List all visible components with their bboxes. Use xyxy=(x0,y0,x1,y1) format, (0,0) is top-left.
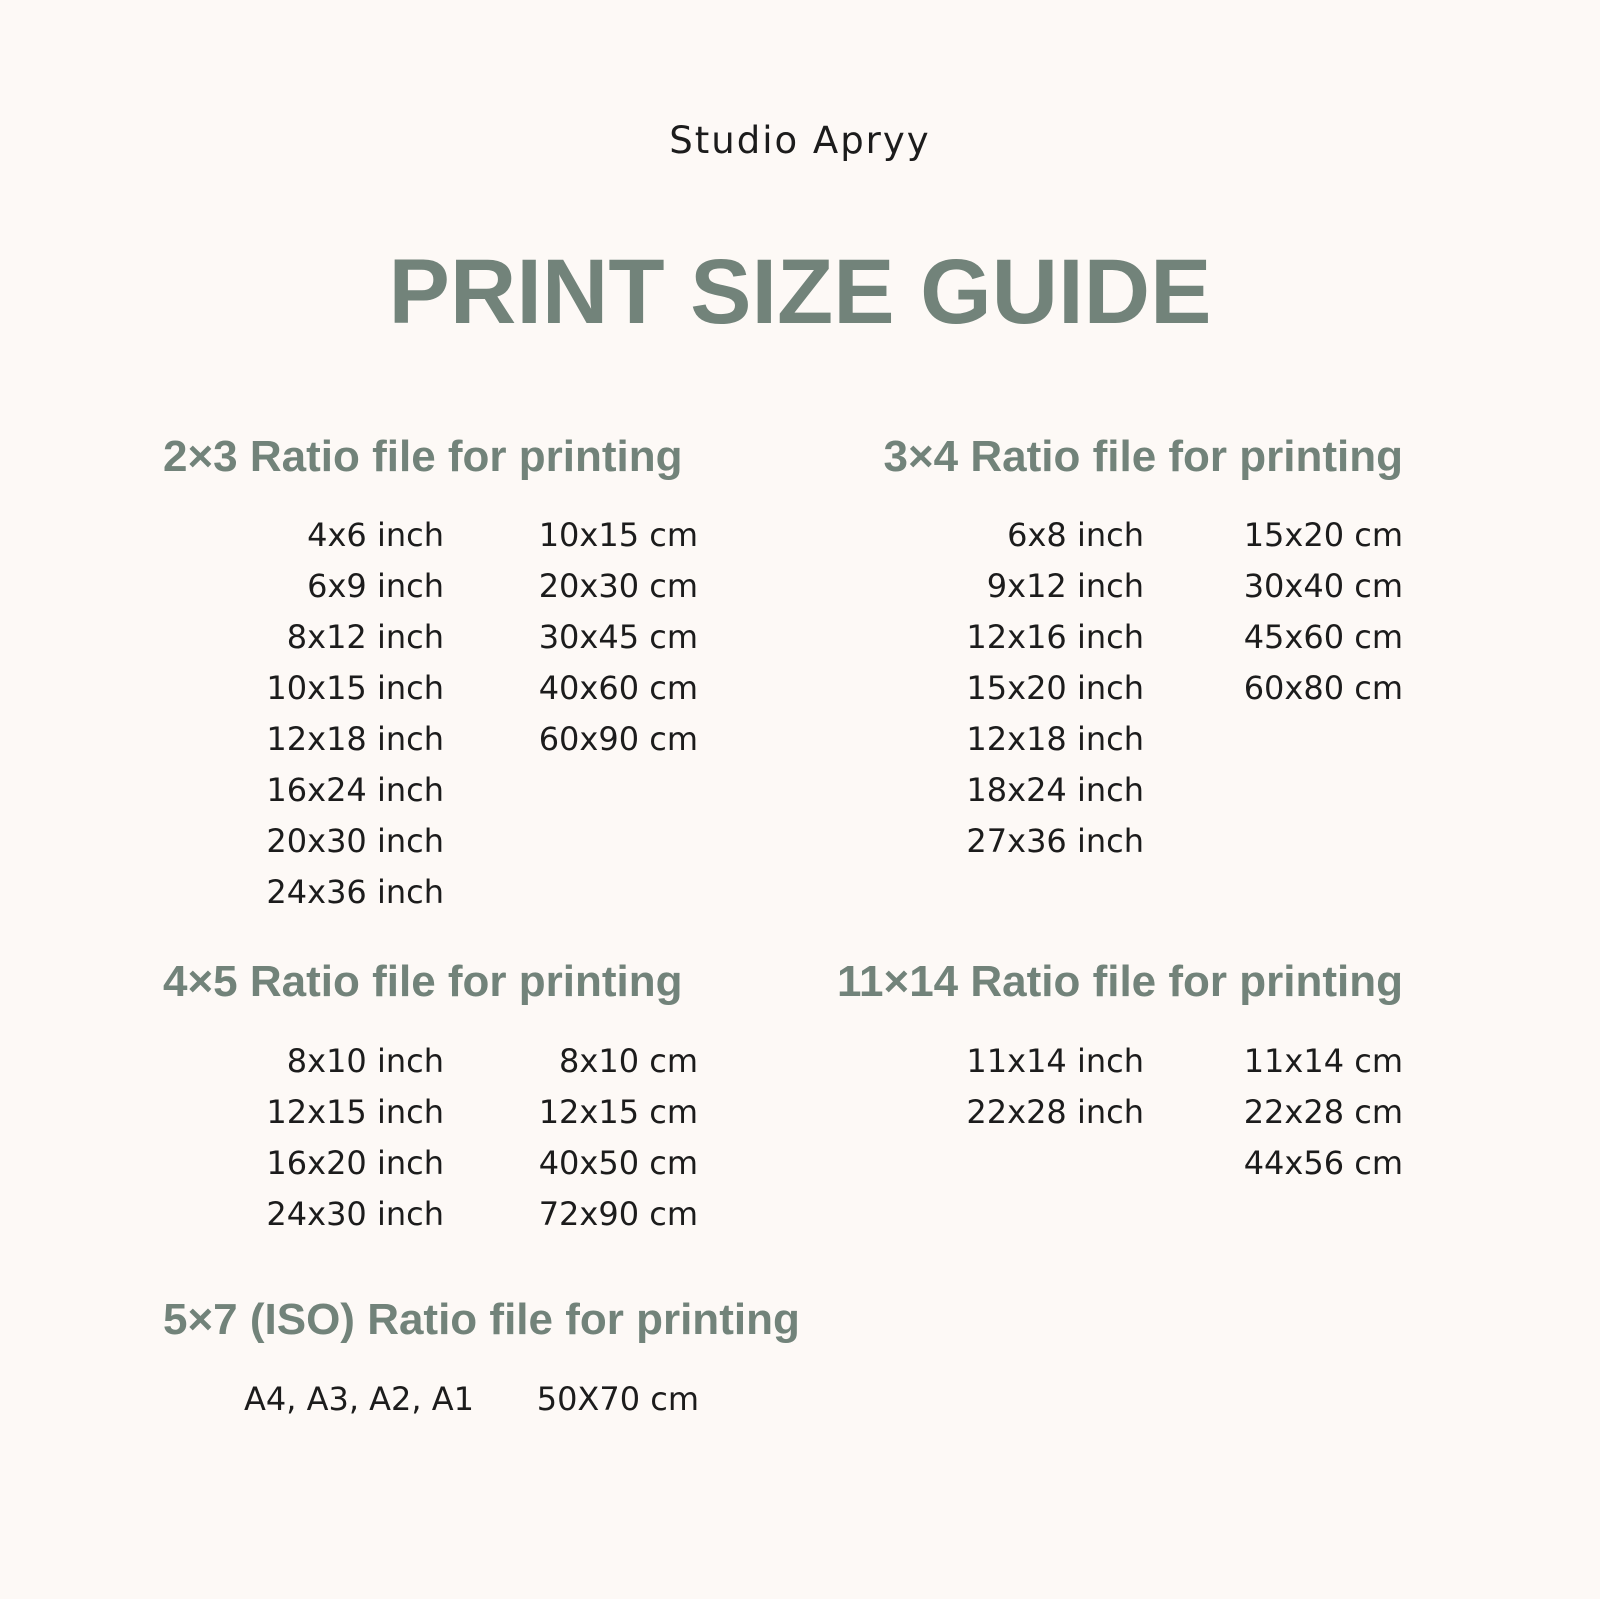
size-item: 8x10 inch xyxy=(286,1042,444,1080)
inch-list-4x5 xyxy=(266,1036,444,1240)
size-item: 6x9 inch xyxy=(307,567,444,605)
size-item: 11x14 inch xyxy=(966,1042,1144,1080)
section-heading-4x5: 4×5 Ratio file for printing xyxy=(163,957,683,1006)
size-item: 9x12 inch xyxy=(986,567,1144,605)
page-title: PRINT SIZE GUIDE xyxy=(388,241,1212,343)
size-item: 40x50 cm xyxy=(538,1144,698,1182)
inch-list-11x14 xyxy=(966,1036,1144,1138)
size-item: 12x16 inch xyxy=(966,618,1144,656)
size-item: 18x24 inch xyxy=(966,771,1144,809)
size-item: 8x10 cm xyxy=(559,1042,698,1080)
section-heading-3x4: 3×4 Ratio file for printing xyxy=(883,432,1403,481)
cm-list-4x5 xyxy=(539,1036,698,1240)
size-item: 16x24 inch xyxy=(266,771,444,809)
size-item: 6x8 inch xyxy=(1007,516,1144,554)
size-item: 4x6 inch xyxy=(307,516,444,554)
size-item: A4, A3, A2, A1 xyxy=(243,1380,474,1418)
size-item: 11x14 cm xyxy=(1243,1042,1403,1080)
section-heading-2x3: 2×3 Ratio file for printing xyxy=(163,432,683,481)
section-heading-5x7-iso: 5×7 (ISO) Ratio file for printing xyxy=(163,1295,800,1344)
size-item: 30x45 cm xyxy=(538,618,698,656)
cm-list-3x4 xyxy=(1244,510,1403,714)
section-heading-11x14: 11×14 Ratio file for printing xyxy=(836,957,1403,1006)
size-item: 10x15 inch xyxy=(266,669,444,707)
size-item: 20x30 cm xyxy=(538,567,698,605)
size-item: 15x20 cm xyxy=(1243,516,1403,554)
size-item: 10x15 cm xyxy=(538,516,698,554)
size-item: 50X70 cm xyxy=(536,1380,699,1418)
size-item: 72x90 cm xyxy=(538,1195,698,1233)
cm-list-11x14 xyxy=(1244,1036,1403,1189)
size-item: 15x20 inch xyxy=(966,669,1144,707)
cm-list-5x7 xyxy=(537,1374,699,1425)
size-item: 60x80 cm xyxy=(1243,669,1403,707)
size-item: 12x18 inch xyxy=(266,720,444,758)
size-item: 45x60 cm xyxy=(1243,618,1403,656)
size-item: 60x90 cm xyxy=(538,720,698,758)
inch-list-2x3 xyxy=(266,510,444,918)
size-item: 20x30 inch xyxy=(266,822,444,860)
size-item: 22x28 inch xyxy=(966,1093,1144,1131)
size-item: 27x36 inch xyxy=(966,822,1144,860)
inch-list-3x4 xyxy=(966,510,1144,867)
size-item: 30x40 cm xyxy=(1243,567,1403,605)
size-item: 12x15 cm xyxy=(538,1093,698,1131)
size-item: 8x12 inch xyxy=(286,618,444,656)
cm-list-2x3 xyxy=(539,510,698,765)
size-item: 12x18 inch xyxy=(966,720,1144,758)
size-item: 24x36 inch xyxy=(266,873,444,911)
iso-list-5x7 xyxy=(244,1374,474,1425)
brand-name: Studio Apryy xyxy=(669,119,931,162)
size-item: 44x56 cm xyxy=(1243,1144,1403,1182)
size-item: 22x28 cm xyxy=(1243,1093,1403,1131)
size-item: 24x30 inch xyxy=(266,1195,444,1233)
size-item: 12x15 inch xyxy=(266,1093,444,1131)
size-item: 40x60 cm xyxy=(538,669,698,707)
size-item: 16x20 inch xyxy=(266,1144,444,1182)
